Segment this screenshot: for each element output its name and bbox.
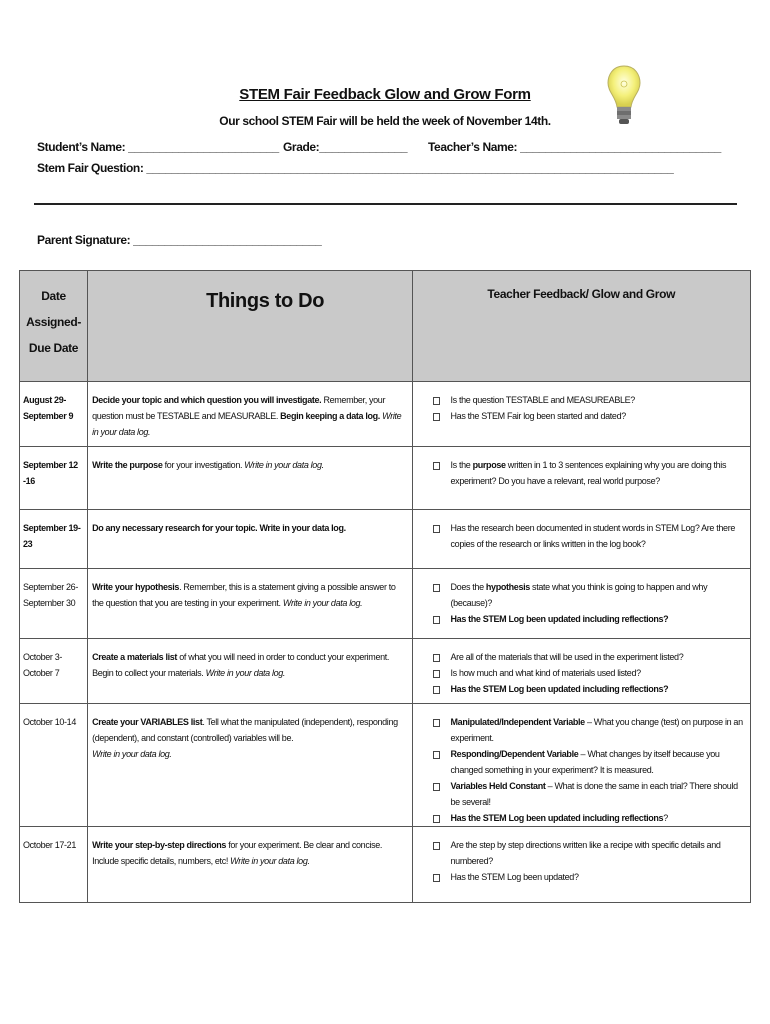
- checkbox-item[interactable]: Has the STEM Log been updated including reflections?: [433, 611, 746, 627]
- checkbox-item[interactable]: Is the purpose written in 1 to 3 sentences explaining why you are doing this experiment? Do you have a relevant, real world purpose?: [433, 457, 746, 489]
- header-feedback: Teacher Feedback/ Glow and Grow: [412, 271, 750, 382]
- table-row: [20, 447, 751, 510]
- row-date: October 3-October 7: [20, 639, 88, 704]
- table-row: [20, 639, 751, 704]
- form-title: STEM Fair Feedback Glow and Grow Form: [239, 86, 531, 103]
- checkbox-item[interactable]: Are all of the materials that will be used in the experiment listed?: [433, 649, 746, 665]
- parent-signature-field[interactable]: Parent Signature: ______________________________: [37, 233, 322, 247]
- checkbox-item[interactable]: Has the STEM Fair log been started and dated?: [433, 408, 746, 424]
- table-row: [20, 569, 751, 639]
- stem-question-field[interactable]: Stem Fair Question: ____________________________________________________________________________________: [37, 161, 674, 175]
- checkbox-item[interactable]: Responding/Dependent Variable – What changes by itself because you changed something in your experiment? It is measured.: [433, 746, 746, 778]
- row-date: October 10-14: [20, 704, 88, 827]
- row-task: Write your hypothesis. Remember, this is a statement giving a possible answer to the question that you are testing in your experiment. Write in your data log.: [88, 569, 412, 639]
- checkbox-item[interactable]: Is the question TESTABLE and MEASUREABLE?: [433, 392, 746, 408]
- row-task: Write your step-by-step directions for your experiment. Be clear and concise. Include specific details, numbers, etc! Write in your data log.: [88, 827, 412, 903]
- lightbulb-icon: [606, 64, 642, 132]
- header-date: Date Assigned- Due Date: [20, 271, 88, 382]
- table-header-row: [20, 271, 751, 382]
- divider-line: [34, 203, 737, 205]
- row-feedback: [412, 382, 750, 447]
- row-task: Create your VARIABLES list. Tell what the manipulated (independent), responding (dependent), and constant (controlled) variables will be. Write in your data log.: [88, 704, 412, 827]
- row-date: October 17-21: [20, 827, 88, 903]
- table-row: [20, 704, 751, 827]
- teacher-name-field[interactable]: Teacher’s Name: ________________________________: [428, 140, 721, 154]
- form-subtitle: Our school STEM Fair will be held the week of November 14th.: [219, 114, 551, 128]
- row-date: September 12 -16: [20, 447, 88, 510]
- row-feedback: [412, 569, 750, 639]
- row-feedback: [412, 510, 750, 569]
- row-task: Write the purpose for your investigation. Write in your data log.: [88, 447, 412, 510]
- checkbox-item[interactable]: Has the STEM Log been updated?: [433, 869, 746, 885]
- checkbox-item[interactable]: Does the hypothesis state what you think is going to happen and why (because)?: [433, 579, 746, 611]
- checkbox-item[interactable]: Manipulated/Independent Variable – What you change (test) on purpose in an experiment.: [433, 714, 746, 746]
- row-date: September 19-23: [20, 510, 88, 569]
- header-things-to-do: Things to Do: [88, 271, 412, 382]
- checkbox-item[interactable]: Variables Held Constant – What is done the same in each trial? There should be several!: [433, 778, 746, 810]
- checkbox-item[interactable]: Is how much and what kind of materials used listed?: [433, 665, 746, 681]
- row-date: September 26- September 30: [20, 569, 88, 639]
- row-feedback: [412, 704, 750, 827]
- checkbox-item[interactable]: Are the step by step directions written like a recipe with specific details and numbered?: [433, 837, 746, 869]
- row-task: Decide your topic and which question you will investigate. Remember, your question must be TESTABLE and MEASURABLE. Begin keeping a data log. Write in your data log.: [88, 382, 412, 447]
- checkbox-item[interactable]: Has the STEM Log been updated including reflections?: [433, 810, 746, 826]
- table-row: [20, 510, 751, 569]
- table-row: [20, 382, 751, 447]
- grade-field[interactable]: Grade:______________: [283, 140, 408, 154]
- row-feedback: [412, 827, 750, 903]
- checkbox-item[interactable]: Has the research been documented in student words in STEM Log? Are there copies of the research or links written in the log book?: [433, 520, 746, 552]
- row-task: Create a materials list of what you will need in order to conduct your experiment. Begin to collect your materials. Write in your data log.: [88, 639, 412, 704]
- row-date: August 29- September 9: [20, 382, 88, 447]
- table-row: [20, 827, 751, 903]
- student-name-field[interactable]: Student’s Name: ________________________: [37, 140, 279, 154]
- row-feedback: [412, 639, 750, 704]
- schedule-table: [19, 270, 751, 903]
- row-task: Do any necessary research for your topic. Write in your data log.: [88, 510, 412, 569]
- row-feedback: [412, 447, 750, 510]
- checkbox-item[interactable]: Has the STEM Log been updated including reflections?: [433, 681, 746, 697]
